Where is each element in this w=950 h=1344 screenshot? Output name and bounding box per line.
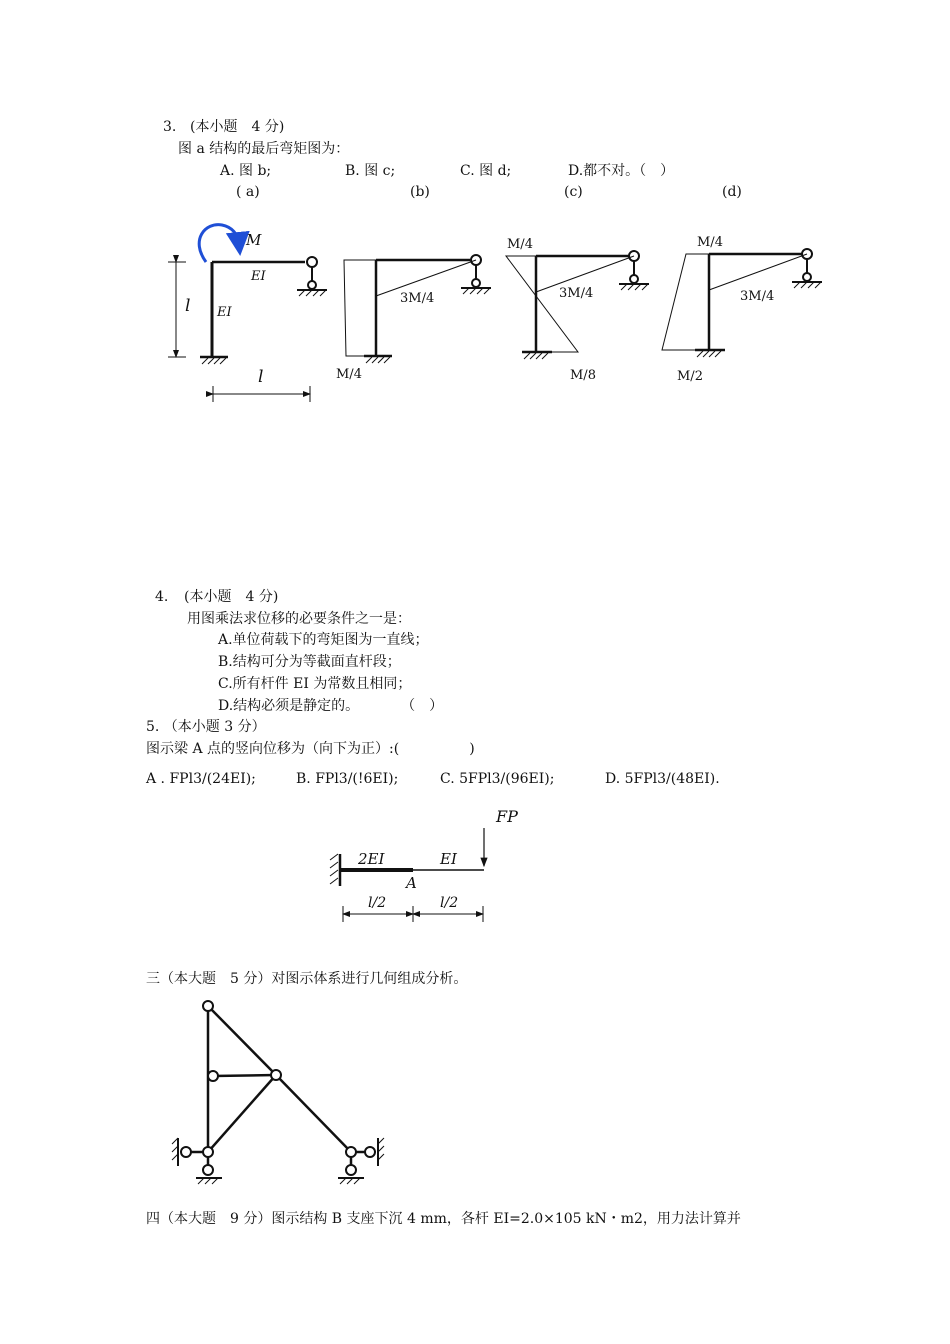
fig-b-mid-label: 3M/4: [400, 291, 435, 306]
fig-a-height-label: l: [185, 296, 191, 316]
section3-text: 三（本大题 5 分）对图示体系进行几何组成分析。: [146, 971, 468, 987]
q3-number: 3.: [163, 119, 177, 135]
q3-fig-label-c: (c): [564, 184, 583, 200]
fig-b-base-label: M/4: [336, 367, 362, 382]
fig-d-mid-label: 3M/4: [740, 289, 775, 304]
q3-fig-label-a: ( a): [236, 184, 260, 200]
fig-c-top-label: M/4: [507, 237, 533, 252]
fig-a-span-label: l: [258, 367, 264, 387]
fig-c-frame: [506, 251, 649, 359]
q5-option-d: D. 5FPl3/(48EI).: [605, 771, 720, 787]
fig-a-frame: [168, 225, 327, 402]
q5-question: 图示梁 A 点的竖向位移为（向下为正）:( ): [146, 741, 475, 757]
q3-option-a: A. 图 b;: [220, 163, 272, 179]
fig-a-beam-ei: EI: [251, 269, 266, 284]
q4-option-b: B.结构可分为等截面直杆段；: [218, 654, 401, 670]
q4-option-a: A.单位荷载下的弯矩图为一直线；: [218, 632, 429, 648]
q3-option-b: B. 图 c;: [345, 163, 396, 179]
fig-c-base-label: M/8: [570, 368, 596, 383]
q5-point-a: A: [406, 874, 417, 892]
q3-fig-label-d: (d): [722, 184, 742, 200]
fig-a-column-ei: EI: [217, 305, 232, 320]
q5-option-c: C. 5FPl3/(96EI);: [440, 771, 555, 787]
q5-header: 5. （本小题 3 分）: [146, 719, 266, 735]
q4-option-c: C.所有杆件 EI 为常数且相同；: [218, 676, 412, 692]
fig-c-mid-label: 3M/4: [559, 286, 594, 301]
fig-d-top-label: M/4: [697, 235, 723, 250]
section4-text: 四（本大题 9 分）图示结构 B 支座下沉 4 mm，各杆 EI=2.0×105 kN・m2，用力法计算并: [146, 1211, 741, 1227]
q5-dim-right: l/2: [440, 895, 459, 911]
q5-left-ei: 2EI: [358, 850, 385, 868]
q3-fig-label-b: (b): [410, 184, 430, 200]
q4-option-d: D.结构必须是静定的。 （ ）: [218, 698, 444, 714]
q4-number: 4.: [155, 589, 169, 605]
q5-right-ei: EI: [440, 850, 457, 868]
fig-a-moment-label: M: [246, 231, 262, 249]
q4-points: (本小题 4 分): [184, 589, 279, 605]
q3-question: 图 a 结构的最后弯矩图为：: [178, 141, 350, 157]
fig-b-frame: [344, 255, 491, 363]
q5-option-a: A . FPl3/(24EI);: [146, 771, 256, 787]
q5-option-b: B. FPl3/(!6EI);: [296, 771, 399, 787]
q5-load-label: FP: [496, 807, 518, 826]
q5-dim-left: l/2: [368, 895, 387, 911]
q3-option-c: C. 图 d;: [460, 163, 512, 179]
fig-d-base-label: M/2: [677, 369, 703, 384]
q3-figures: [0, 0, 950, 420]
q3-points: (本小题 4 分): [190, 119, 285, 135]
q3-option-d: D.都不对。（ ）: [568, 163, 675, 179]
q4-question: 用图乘法求位移的必要条件之一是：: [187, 611, 411, 627]
